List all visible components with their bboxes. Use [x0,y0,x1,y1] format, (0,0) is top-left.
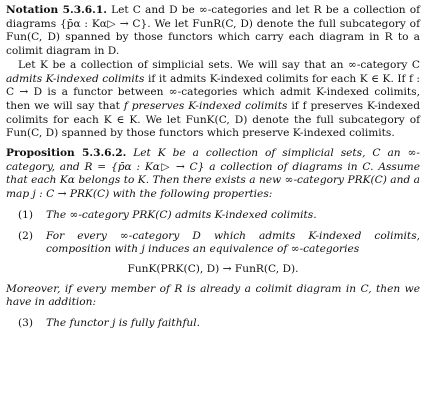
item-text: The functor j is fully faithful. [46,317,201,330]
item-text: For every ∞-category D which admits K-indexed colimits, composition with j induces an equivalence of ∞-categories [46,229,420,256]
notation-label: Notation 5.3.6.1. [6,4,107,16]
notation-text-1: Let C and D be ∞-categories and let R be a collection of diagrams {p̄α : Kα▷ → C}. We let FunR(C, D) denote the full subcategory of Fun(C, D) spanned by those functors which carry each diagram in R to a colimit diagram in D. [6,4,421,58]
proposition-paragraph [6,147,420,202]
proposition-statement: Let K be a collection of simplicial sets, C an ∞-category, and R = {p̄α : Kα▷ → C} a collection of diagrams in C. Assume that each Kα belongs to K. Then there exists a new ∞-category PRK(C) and a map j : C → PRK(C) with the following properties: [6,147,420,201]
notation-paragraph-1 [6,4,420,59]
item-number: (2) [18,229,34,242]
proposition-item-2 [6,230,420,257]
item-number: (1) [18,208,34,221]
notation-text-2c: if it admits K-indexed colimits for each K ∈ K. If f : C → D is a functor between ∞-categories which admit K-indexed colimits, then we will say that [6,72,420,112]
notation-text-2a: Let K be a collection of simplicial sets. We will say that an ∞-category C [18,58,420,71]
item-text: The ∞-category PRK(C) admits K-indexed colimits. [46,208,317,221]
notation-text-2d: f preserves K-indexed colimits [123,99,288,112]
document-page [6,4,420,331]
notation-text-2b: admits K-indexed colimits [6,72,145,85]
proposition-moreover: Moreover, if every member of R is already a colimit diagram in C, then we have in addition: [6,282,420,309]
display-equation: FunK(PRK(C), D) → FunR(C, D). [127,262,299,275]
proposition-item-3 [6,317,420,331]
item-number: (3) [18,317,34,330]
notation-text-2e: if f preserves K-indexed colimits for each K ∈ K. We let FunK(C, D) denote the full subcategory of Fun(C, D) spanned by those functors which preserve K-indexed colimits. [6,99,420,140]
notation-paragraph-2 [6,59,420,141]
proposition-item-1 [6,209,420,223]
proposition-label: Proposition 5.3.6.2. [6,147,127,160]
